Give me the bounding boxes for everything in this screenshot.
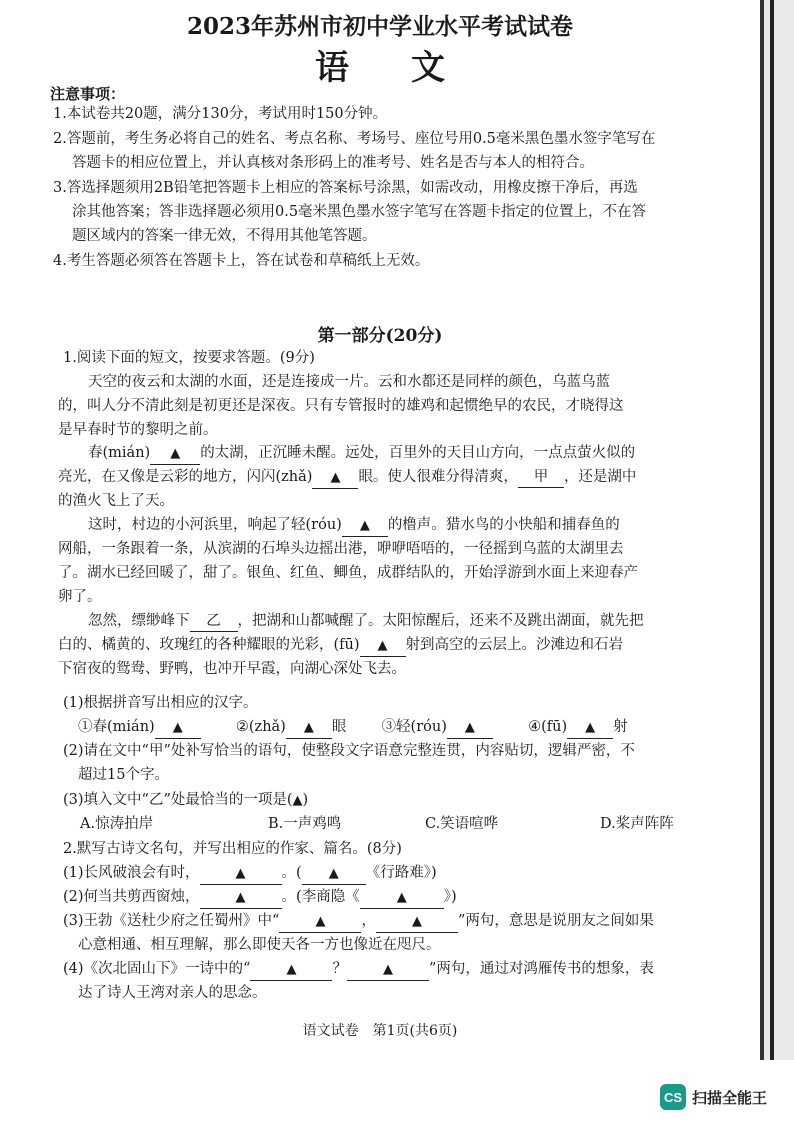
notice-line: 1.本试卷共20题，满分130分，考试用时150分钟。 [53,106,388,122]
q1-para3: 网船，一条跟着一条，从滨湖的石埠头边摇出港，咿咿唔唔的，一径摇到乌蓝的太湖里去 [58,541,624,557]
q1-para4: 忽然，缥缈峰下 乙 ，把湖和山都喊醒了。太阳惊醒后，还来不及跳出湖面，就先把 [88,611,644,632]
q1-para4: 白的、橘黄的、玫瑰红的各种耀眼的光彩，(fū) ▲ 射到高空的云层上。沙滩边和石岩 [58,635,623,657]
scanner-app-name: 扫描全能王 [692,1088,768,1107]
option-d: D.桨声阵阵 [600,816,674,832]
q1-sub1-items: ①春(mián) ▲ ②(zhǎ) ▲ 眼 ③轻(róu) ▲ ④(fū) ▲ 射 [78,717,628,739]
option-c: C.笑语喧哗 [425,816,499,832]
q2-line4: (4)《次北固山下》一诗中的“ ▲ ？ ▲ ”两句，通过对鸿雁传书的想象，表 [63,959,654,981]
scan-border [760,0,794,1060]
notice-line: 4.考生答题必须答在答题卡上，答在试卷和草稿纸上无效。 [53,253,430,269]
notice-line: 3.答选择题须用2B铅笔把答题卡上相应的答案标号涂黑，如需改动，用橡皮擦干净后，再选 [53,180,638,196]
answer-blank: ▲ [286,717,332,739]
answer-blank: ▲ [360,887,444,909]
answer-blank: ▲ [279,911,361,933]
q1-sub2: (2)请在文中“甲”处补写恰当的语句，使整段文字语意完整连贯，内容贴切，逻辑严密，不 [63,743,635,759]
q2-line2: (2)何当共剪西窗烛， ▲ 。(李商隐《 ▲ 》) [63,887,457,909]
blank-jia: 甲 [518,467,564,488]
q1-para1: 是早春时节的黎明之前。 [58,422,218,438]
q2-line1: (1)长风破浪会有时， ▲ 。( ▲ 《行路难》) [63,863,437,885]
q1-para1: 天空的夜云和太湖的水面，还是连接成一片。云和水都还是同样的颜色，乌蓝乌蓝 [88,374,610,390]
answer-blank: ▲ [360,635,406,657]
q2-line3: 心意相通、相互理解，那么即使天各一方也像近在咫尺。 [78,937,441,953]
exam-title: 2023年苏州市初中学业水平考试试卷 [186,13,573,40]
answer-blank: ▲ [250,959,332,981]
camscanner-icon: CS [660,1084,686,1110]
subject-title: 语文 [315,48,507,88]
q2-line3: (3)王勃《送杜少府之任蜀州》中“ ▲ ， ▲ ”两句，意思是说朋友之间如果 [63,911,654,933]
answer-blank: ▲ [312,467,358,489]
q1-sub1: (1)根据拼音写出相应的汉字。 [63,695,258,711]
answer-blank: ▲ [567,717,613,739]
q1-para2: 亮光，在又像是云彩的地方，闪闪(zhǎ) ▲ 眼。使人很难分得清爽， 甲 ，还是湖中 [58,467,636,489]
answer-blank: ▲ [342,515,388,537]
q1-sub2: 超过15个字。 [78,767,169,783]
notice-line: 2.答题前，考生务必将自己的姓名、考点名称、考场号、座位号用0.5毫米黑色墨水签字笔写在 [53,131,656,147]
answer-blank: ▲ [447,717,493,739]
scanner-watermark [660,1083,767,1111]
page-footer: 语文试卷 第1页(共6页) [302,1023,458,1039]
notice-line: 题区域内的答案一律无效，不得用其他笔答题。 [72,228,377,244]
answer-blank: ▲ [347,959,429,981]
q1-para3: 这时，村边的小河浜里，响起了轻(róu) ▲ 的橹声。猎水鸟的小快船和捕春鱼的 [88,515,620,537]
q1-stem: 1.阅读下面的短文，按要求答题。(9分) [63,350,315,366]
q1-para2: 春(mián) ▲ 的太湖，正沉睡未醒。远处，百里外的天目山方向，一点点萤火似的 [88,443,635,465]
q1-sub3: (3)填入文中“乙”处最恰当的一项是(▲) [63,792,309,808]
q1-para1: 的，叫人分不清此刻是初更还是深夜。只有专管报时的雄鸡和起惯绝早的农民，才晓得这 [58,398,624,414]
q2-line4: 达了诗人王湾对亲人的思念。 [78,985,267,1001]
section-title: 第一部分(20分) [317,326,443,346]
notice-line: 答题卡的相应位置上，并认真核对条形码上的准考号、姓名是否与本人的相符合。 [72,155,594,171]
answer-blank: ▲ [200,863,282,885]
answer-blank: ▲ [376,911,458,933]
q1-para3: 卵了。 [58,589,102,605]
option-a: A.惊涛拍岸 [80,816,154,832]
answer-blank: ▲ [302,863,366,885]
option-b: B.一声鸡鸣 [268,816,342,832]
q2-stem: 2.默写古诗文名句，并写出相应的作家、篇名。(8分) [63,841,402,857]
answer-blank: ▲ [155,717,201,739]
notice-line: 涂其他答案；答非选择题必须用0.5毫米黑色墨水签字笔写在答题卡指定的位置上，不在答 [72,204,647,220]
triangle-mark: ▲ [170,446,181,461]
q1-para2: 的渔火飞上了天。 [58,493,174,509]
answer-blank: ▲ [200,887,282,909]
blank-yi: 乙 [190,611,238,632]
q1-para3: 了。湖水已经回暖了，甜了。银鱼、红鱼、鲫鱼，成群结队的，开始浮游到水面上来迎春产 [58,565,638,581]
answer-blank [150,443,200,465]
notice-title: 注意事项： [50,85,126,103]
q1-para4: 下宿夜的鸳鸯、野鸭，也冲开早霞，向湖心深处飞去。 [58,661,406,677]
